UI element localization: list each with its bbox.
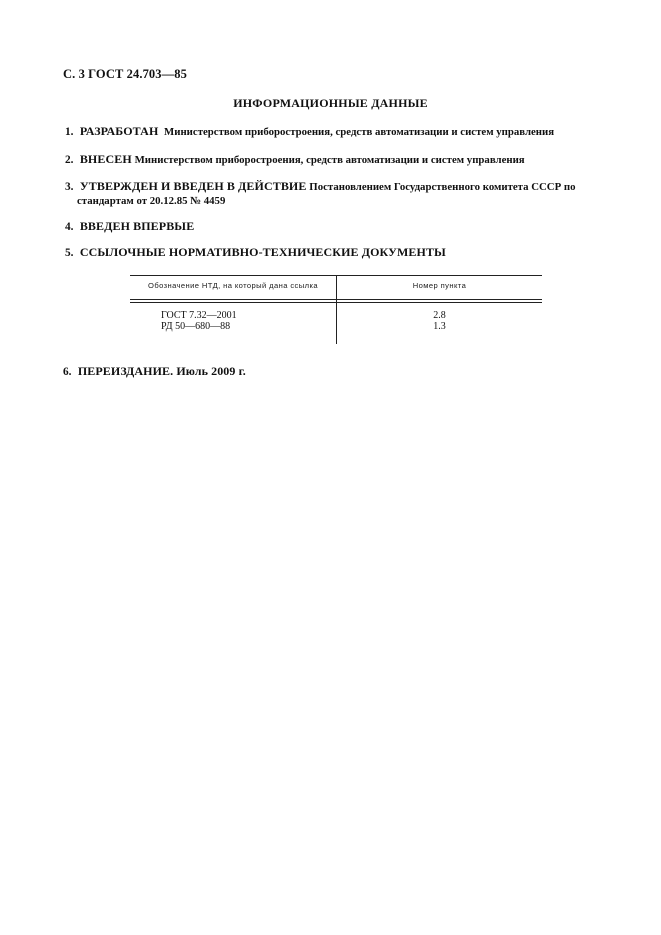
- item-number: 1.: [65, 126, 74, 138]
- table-row-clause: 2.8: [433, 310, 446, 321]
- item-head: ВНЕСЕН: [79, 152, 132, 166]
- item-text: Министерством приборостроения, средств автоматизации и систем управления: [134, 154, 525, 166]
- item-text: Министерством приборостроения, средств автоматизации и систем управления: [164, 126, 555, 138]
- item-number: 5.: [65, 247, 74, 259]
- section-title: ИНФОРМАЦИОННЫЕ ДАННЫЕ: [233, 96, 428, 110]
- table-row-document: РД 50—680—88: [161, 321, 231, 332]
- info-item-5: [65, 245, 625, 260]
- item-number: 6.: [63, 366, 72, 378]
- item-head: УТВЕРЖДЕН И ВВЕДЕН В ДЕЙСТВИЕ: [79, 179, 307, 193]
- item-head: ПЕРЕИЗДАНИЕ. Июль 2009 г.: [77, 364, 246, 378]
- item-head: ССЫЛОЧНЫЕ НОРМАТИВНО-ТЕХНИЧЕСКИЕ ДОКУМЕНТЫ: [79, 245, 446, 259]
- info-item-6: [63, 364, 623, 379]
- item-head: РАЗРАБОТАН: [79, 124, 159, 138]
- reference-table: [130, 275, 542, 345]
- page-header: С. 3 ГОСТ 24.703—85: [63, 67, 187, 81]
- item-number: 3.: [65, 181, 74, 193]
- item-number: 2.: [65, 154, 74, 166]
- item-continuation: стандартам от 20.12.85 № 4459: [77, 195, 226, 207]
- column-header-document: Обозначение НТД, на который дана ссылка: [148, 281, 318, 290]
- item-text: Постановлением Государственного комитета СССР по: [309, 181, 576, 193]
- info-item-2: [65, 152, 625, 167]
- item-number: 4.: [65, 221, 74, 233]
- info-item-1: [65, 124, 625, 139]
- table-row-document: ГОСТ 7.32—2001: [161, 310, 237, 321]
- item-head: ВВЕДЕН ВПЕРВЫЕ: [79, 219, 195, 233]
- column-header-clause: Номер пункта: [412, 281, 467, 290]
- info-item-3: [65, 179, 625, 208]
- table-row-clause: 1.3: [433, 321, 446, 332]
- info-item-4: [65, 219, 625, 234]
